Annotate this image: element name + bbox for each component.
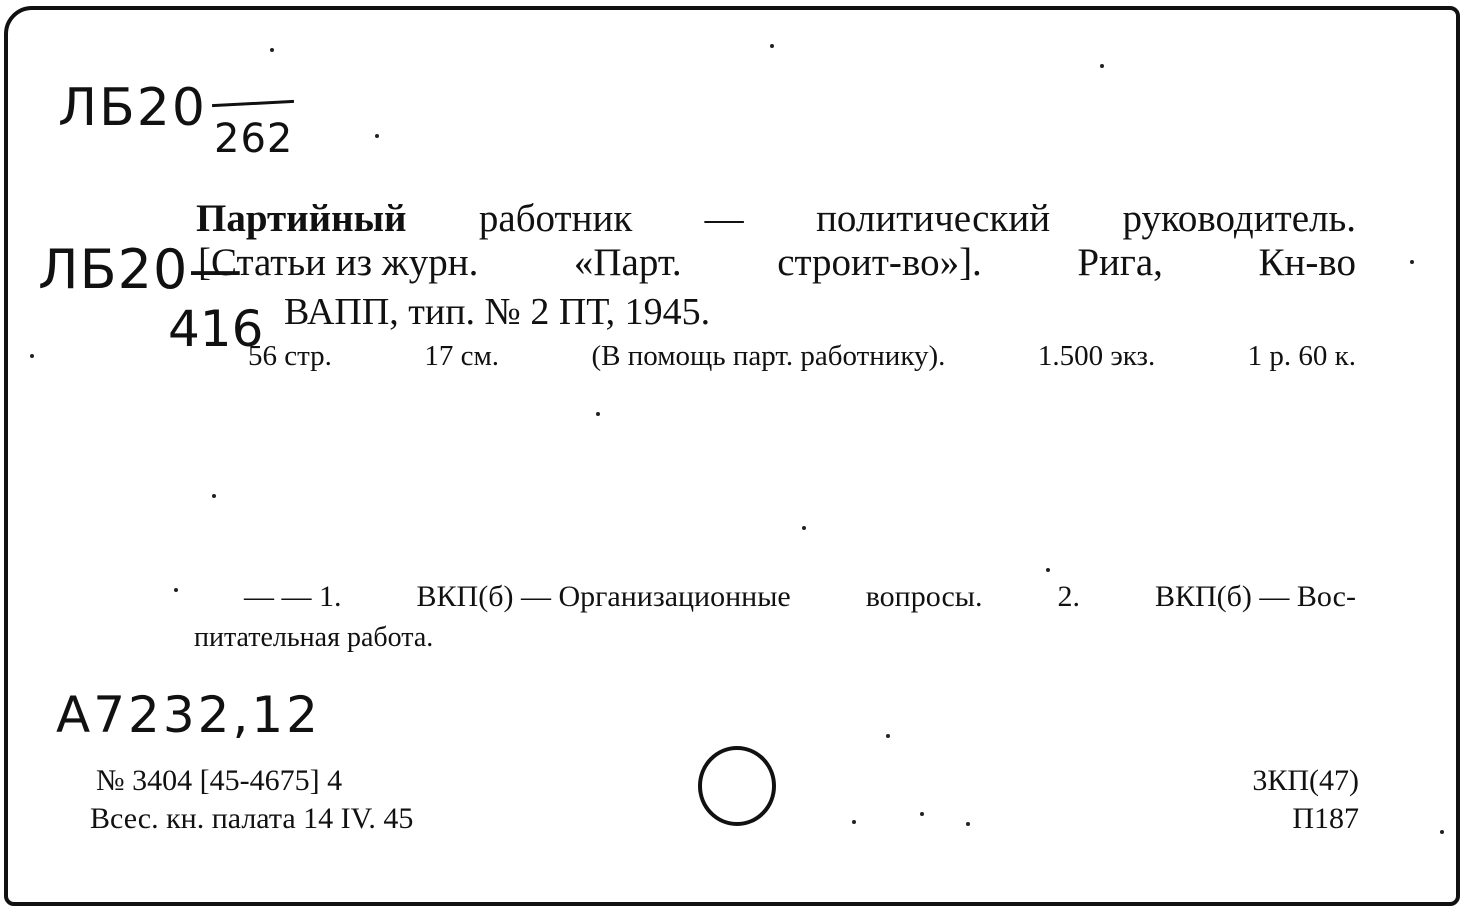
entry-line-2 (198, 240, 1356, 285)
speck (174, 588, 178, 592)
entry-line4-part: 1.500 экз. (1037, 340, 1156, 372)
entry-title-word: — (704, 197, 744, 240)
subject-part: вопросы. (865, 580, 983, 613)
entry-line4-part: 17 см. (424, 340, 500, 372)
speck (920, 812, 924, 816)
subject-part: — — 1. (244, 580, 342, 613)
speck (852, 820, 856, 824)
speck (30, 354, 34, 358)
subject-line-1 (244, 580, 1356, 614)
speck (1046, 568, 1050, 572)
author-sign: П187 (1292, 802, 1359, 835)
registration-number: № 3404 [45-4675] 4 (96, 764, 343, 797)
chamber-date: Всес. кн. палата 14 IV. 45 (90, 802, 414, 835)
shelfmark-bottom: А7232,12 (56, 686, 321, 744)
speck (770, 44, 774, 48)
speck (270, 48, 274, 52)
subject-part: ВКП(б) — Организационные (416, 580, 791, 613)
entry-line4-part: 1 р. 60 к. (1247, 340, 1356, 372)
entry-title-word: руководитель. (1122, 197, 1356, 240)
speck (212, 494, 216, 498)
entry-line2-part: [Статьи из журн. (198, 241, 479, 284)
subject-line-2: питательная работа. (194, 622, 434, 653)
entry-line2-part: строит-во»]. (777, 241, 982, 284)
speck (802, 526, 806, 530)
entry-line2-part: Рига, (1077, 241, 1163, 284)
entry-title-word: работник (478, 197, 633, 240)
speck (966, 822, 970, 826)
shelfmark-left-number: 416 (168, 300, 264, 358)
entry-title-bold: Партийный (196, 197, 407, 240)
entry-line-4 (248, 340, 1356, 373)
entry-line-1 (196, 196, 1356, 241)
subject-part: ВКП(б) — Вос- (1154, 580, 1356, 613)
punch-hole-circle (696, 744, 778, 828)
speck (1440, 830, 1444, 834)
classification-code: 3КП(47) (1252, 764, 1359, 797)
subject-part: 2. (1057, 580, 1080, 613)
speck (375, 134, 379, 138)
speck (1100, 64, 1104, 68)
shelfmark-left: ЛБ20— (38, 238, 244, 301)
entry-line2-part: «Парт. (573, 241, 682, 284)
entry-line-3: ВАПП, тип. № 2 ПТ, 1945. (284, 291, 711, 333)
speck (1410, 260, 1414, 264)
entry-line4-part: (В помощь парт. работнику). (591, 340, 946, 372)
entry-line2-part: Кн-во (1258, 241, 1356, 284)
shelfmark-top: ЛБ20 (58, 78, 207, 138)
entry-line4-part: 56 стр. (248, 340, 332, 372)
entry-title-word: политический (816, 197, 1051, 240)
shelfmark-denominator: 262 (214, 116, 294, 162)
speck (596, 412, 600, 416)
speck (886, 734, 890, 738)
